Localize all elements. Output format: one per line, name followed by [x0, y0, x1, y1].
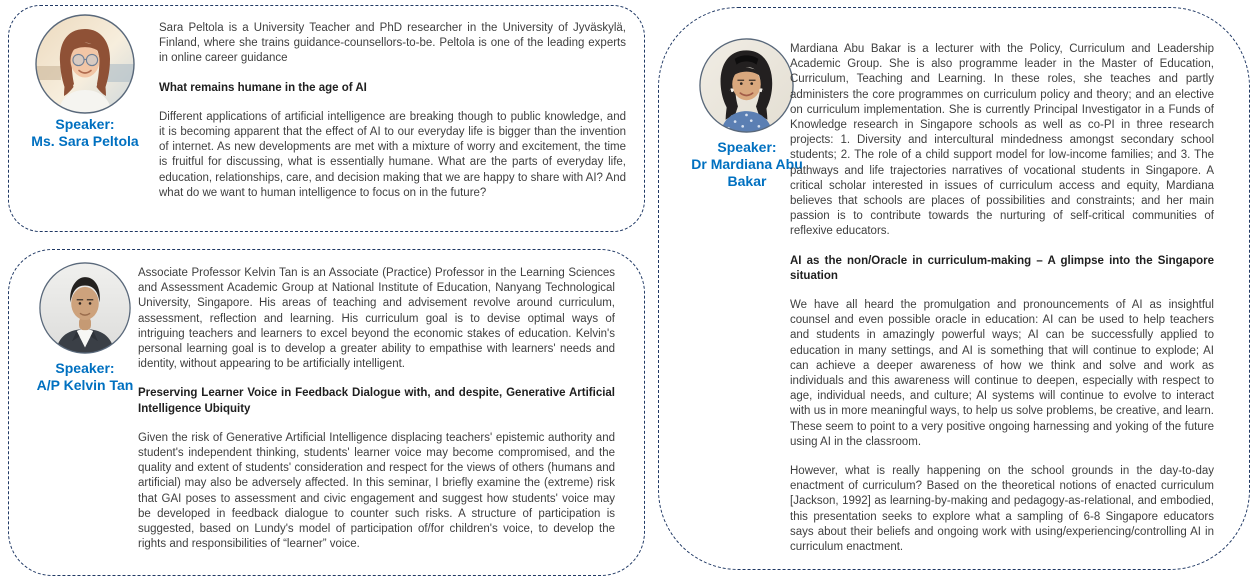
abstract-paragraph: However, what is really happening on the school grounds in the day-to-day enactment of curriculum? Based on the theoretical notions of enacted curriculum [Jackson, 1992] as learning-by-making and pedagogy-as-relational, and embodied, this presentation seeks to explore what a sampling of 6-8 Singapore educators says about their beliefs and ongoing work with using/experiencing/controlling AI in curriculum enactment.	[790, 465, 1214, 554]
talk-abstract	[790, 298, 1214, 555]
speaker-label: Speaker:	[717, 139, 777, 155]
talk-title: What remains humane in the age of AI	[159, 81, 367, 94]
speaker-card-sara-peltola	[8, 5, 645, 232]
speaker-name: Dr Mardiana Abu Bakar	[691, 156, 803, 189]
abstract-paragraph: Given the risk of Generative Artificial Intelligence displacing teachers' epistemic authority and student's independent thinking, students' learner voice may become compromised, and the quality and extent of students' consideration and respect for the views of others (humans and artificial) may also be adversely affected. In this seminar, I briefly examine the (extreme) risk that GAI poses to assessment and civic engagement and suggest how students' voice may be developed in feedback dialogue to counter such risks. A structure of participation is suggested, based on Lundy's model of participation of/for children's voice, to develop the rights and responsibilities of “learner” voice.	[138, 431, 615, 551]
portrait-kelvin-icon	[39, 262, 131, 354]
speaker-label: Speaker:	[55, 116, 115, 132]
portrait-mardiana-icon	[699, 38, 794, 133]
speaker-label: Speaker:	[55, 360, 115, 376]
speaker-label-block	[9, 116, 161, 150]
abstract-paragraph: Different applications of artificial intelligence are breaking though to public knowledge, and it is becoming apparent that the effect of AI to our everyday life is bigger than the invention of internet. As new developments are met with a mixture of worry and excitement, the time is fruitful for discussing, what is essentially humane. What are the parts of everyday life, education, relationships, care, and decision making that we are happy to share with AI? And what do we want to human intelligence to focus on in the future?	[159, 110, 626, 199]
speaker-text-column	[790, 42, 1214, 569]
abstract-paragraph: We have all heard the promulgation and pronouncements of AI as insightful counsel and even possible oracle in education: AI can be used to help teachers and students in amazingly powerful ways; AI can be successfully applied to education in many settings, and AI is something that will continue to explode; AI can achieve a deeper awareness of how we think and solve and work as individuals and this awareness will continue to deepen, especially with respect to age, individual needs, and culture; AI systems will continue to evolve to interact with us in more meaningful ways, to help us solve problems, be creative, and learn. These seem to point to a very positive ongoing harnessing and yoking of the future using AI in the classroom.	[790, 299, 1214, 448]
speaker-bio: Mardiana Abu Bakar is a lecturer with the Policy, Curriculum and Leadership Academic Group. She is also programme leader in the Master of Education, Curriculum, Teaching and Learning. In these roles, she teaches and partly administers the core programmes on curriculum policy and theory; and an elective on curriculum implementation. She is currently Principal Investigator in a Funds of Knowledge research in Singapore schools as well as co-PI in three research projects: 1. Diversity and intercultural mindedness amongst secondary school students; 2. The role of a child support model for low-income families; and 3. The pathways and life trajectories narratives of vocational students in Singapore. A critical scholar interested in issues of curriculum access and equity, Mardiana believes that schools are places of possibilities and constraints; and her main passion is to contribute towards the nurturing of self-critical communities of reflexive educators.	[790, 43, 1214, 238]
speaker-photo-mardiana	[699, 38, 794, 133]
speaker-text-column	[159, 21, 626, 215]
speaker-bio: Sara Peltola is a University Teacher and PhD researcher in the University of Jyväskylä, Finland, where she trains guidance-counsellors-to-be. Peltola is one of the leading experts in online career guidance	[159, 22, 626, 65]
speaker-photo-sara	[35, 14, 135, 114]
talk-abstract	[159, 110, 626, 201]
speaker-text-column	[138, 266, 615, 566]
speaker-photo-kelvin	[39, 262, 131, 354]
speaker-card-kelvin-tan	[8, 249, 645, 576]
talk-title: Preserving Learner Voice in Feedback Dialogue with, and despite, Generative Artificial Intelligence Ubiquity	[138, 387, 615, 415]
speaker-name: A/P Kelvin Tan	[36, 377, 134, 393]
speaker-card-mardiana-abu-bakar	[658, 7, 1250, 570]
portrait-sara-icon	[35, 14, 135, 114]
speaker-bio: Associate Professor Kelvin Tan is an Associate (Practice) Professor in the Learning Sciences and Assessment Academic Group at National Institute of Education, Nanyang Technological University, Singapore. His areas of teaching and advisement revolve around curriculum, assessment, reflection and learning. His curriculum goal is to devise optimal ways of intriguing teachers and learners to excel beyond the economic stakes of education. Kelvin's personal learning goal is to develop a greater ability to empathise with learners' needs and identity, without appearing to be artificially intelligent.	[138, 267, 615, 371]
talk-abstract	[138, 431, 615, 553]
talk-title: AI as the non/Oracle in curriculum-making – A glimpse into the Singapore situation	[790, 254, 1214, 282]
speaker-name: Ms. Sara Peltola	[31, 133, 139, 149]
